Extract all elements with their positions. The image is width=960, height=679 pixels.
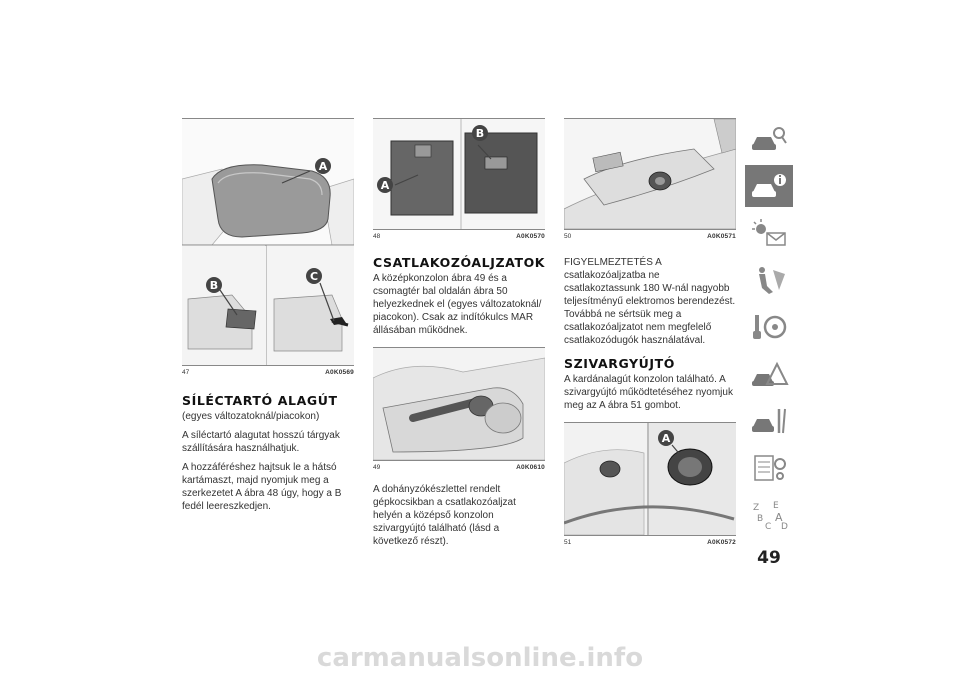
section-sockets bbox=[373, 256, 545, 337]
tab-maintenance[interactable] bbox=[745, 400, 793, 442]
airbag-seat-icon bbox=[749, 264, 789, 296]
tab-index[interactable] bbox=[745, 494, 793, 536]
section-heading: CSATLAKOZÓALJZATOK bbox=[373, 255, 546, 270]
paragraph: A hozzáféréshez hajtsuk le a hátsó kartámaszt, majd nyomjuk meg a szerkezetet A ábra 48 úgy, hogy a B fedél leereszkedjen. bbox=[182, 462, 342, 512]
figure-48-caption bbox=[373, 233, 545, 240]
tab-car-search[interactable] bbox=[745, 118, 793, 160]
figure-49 bbox=[373, 347, 545, 461]
figure-code: A0K0570 bbox=[516, 233, 545, 240]
figure-49-illustration bbox=[373, 348, 545, 460]
svg-text:B: B bbox=[757, 514, 764, 524]
column-1 bbox=[182, 118, 354, 519]
watermark: carmanualsonline.info bbox=[316, 643, 644, 673]
figure-number: 49 bbox=[373, 464, 381, 471]
section-heading: SÍLÉCTARTÓ ALAGÚT bbox=[182, 393, 338, 408]
callout-a: A bbox=[661, 432, 671, 445]
figure-47 bbox=[182, 118, 354, 366]
section-ski-tunnel bbox=[182, 394, 354, 513]
figure-48 bbox=[373, 118, 545, 230]
figure-47-illustration bbox=[182, 119, 354, 365]
page-number: 49 bbox=[757, 548, 781, 568]
key-steering-wheel-icon bbox=[749, 311, 789, 343]
svg-text:A: A bbox=[775, 511, 783, 524]
paragraph: A kardánalagút konzolon található. A szivargyújtó működtetéséhez nyomjuk meg az A ábra 51 gombot. bbox=[564, 374, 733, 411]
figure-number: 48 bbox=[373, 233, 381, 240]
callout-c: C bbox=[309, 270, 319, 283]
car-tools-icon bbox=[749, 405, 789, 437]
paragraph: A dohányzókészlettel rendelt gépkocsikban a csatlakozóaljzat helyén a középső konzolon szivargyújtó található (lásd a következő részt). bbox=[373, 484, 516, 547]
light-message-icon bbox=[749, 217, 789, 249]
svg-text:E: E bbox=[773, 501, 779, 511]
column-2 bbox=[373, 118, 545, 554]
svg-text:Z: Z bbox=[753, 503, 760, 513]
tab-specifications[interactable] bbox=[745, 447, 793, 489]
figure-47-caption bbox=[182, 369, 354, 376]
section-subheading: (egyes változatoknál/piacokon) bbox=[182, 411, 320, 422]
figure-48-illustration bbox=[373, 119, 545, 229]
figure-number: 50 bbox=[564, 233, 572, 240]
figure-code: A0K0571 bbox=[707, 233, 736, 240]
warning-triangle-car-icon bbox=[749, 358, 789, 390]
tab-emergency[interactable] bbox=[745, 353, 793, 395]
figure-number: 51 bbox=[564, 539, 572, 546]
tab-lights-messages[interactable] bbox=[745, 212, 793, 254]
section-cigarette-lighter bbox=[564, 357, 736, 412]
callout-a: A bbox=[380, 179, 390, 192]
figure-50 bbox=[564, 118, 736, 230]
svg-text:C: C bbox=[765, 522, 772, 531]
tab-safety[interactable] bbox=[745, 259, 793, 301]
figure-code: A0K0572 bbox=[707, 539, 736, 546]
figure-50-illustration bbox=[564, 119, 736, 229]
callout-b: B bbox=[475, 127, 485, 140]
warning-paragraph: FIGYELMEZTETÉS A csatlakozóaljzatba ne csatlakoztassunk 180 W-nál nagyobb teljesítményű elektromos berendezést. Továbbá ne sértsük meg a csatlakozóaljzatot nem megfelelő csatlakozódugók használatával. bbox=[564, 257, 736, 346]
figure-51-illustration bbox=[564, 423, 736, 535]
figure-code: A0K0610 bbox=[516, 464, 545, 471]
figure-49-caption bbox=[373, 464, 545, 471]
callout-b: B bbox=[209, 279, 219, 292]
car-search-icon bbox=[749, 123, 789, 155]
tab-starting-driving[interactable] bbox=[745, 306, 793, 348]
paragraph: A középkonzolon ábra 49 és a csomagtér bal oldalán ábra 50 helyezkednek el (egyes változatoknál/ piacokon). Csak az indítókulcs MAR állásában működnek. bbox=[373, 273, 542, 336]
alphabet-index-icon bbox=[749, 499, 789, 531]
figure-code: A0K0569 bbox=[325, 369, 354, 376]
column-3 bbox=[564, 118, 736, 546]
figure-51 bbox=[564, 422, 736, 536]
tab-car-info[interactable] bbox=[745, 165, 793, 207]
section-heading: SZIVARGYÚJTÓ bbox=[564, 356, 676, 371]
figure-number: 47 bbox=[182, 369, 190, 376]
figure-51-caption bbox=[564, 539, 736, 546]
paragraph: A síléctartó alagutat hosszú tárgyak szállítására használhatjuk. bbox=[182, 430, 340, 454]
car-info-icon bbox=[749, 170, 789, 202]
figure-50-caption bbox=[564, 233, 736, 240]
svg-text:D: D bbox=[781, 522, 788, 531]
chapter-sidebar bbox=[745, 118, 793, 541]
callout-a: A bbox=[318, 160, 328, 173]
specifications-icon bbox=[749, 452, 789, 484]
